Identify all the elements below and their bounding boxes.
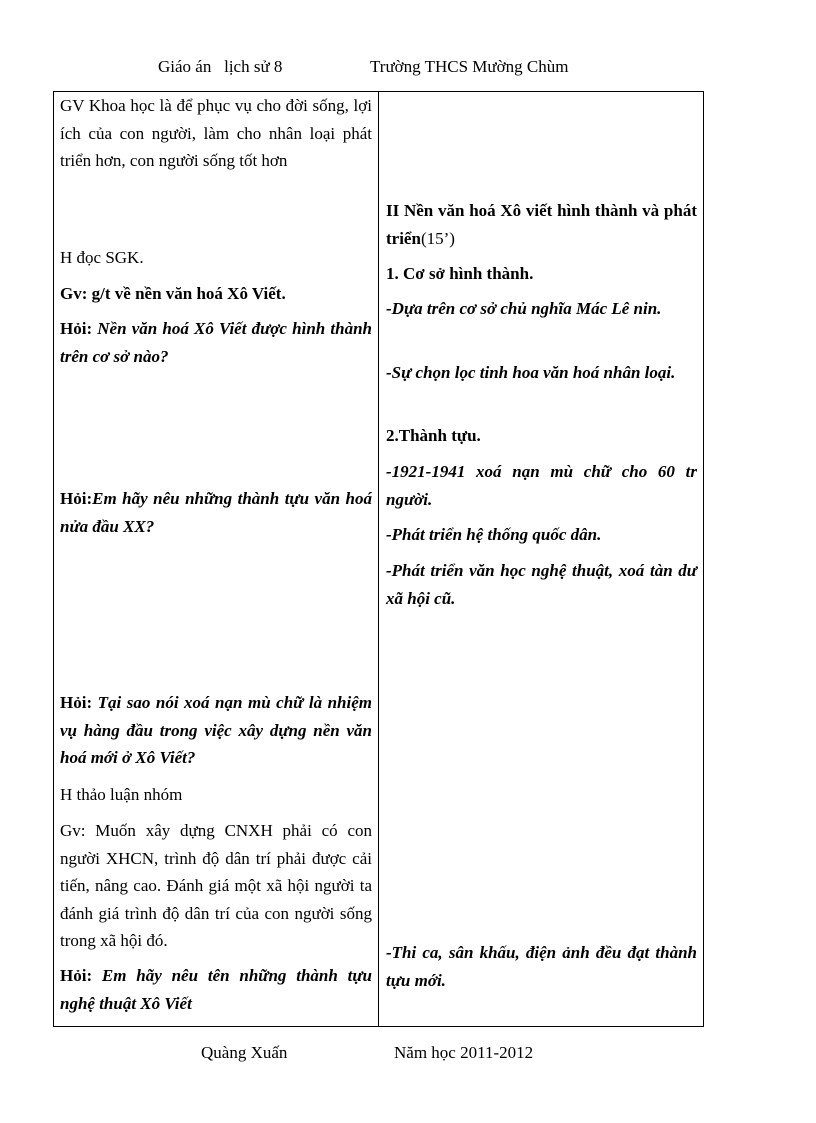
question-label: Hỏi: bbox=[60, 319, 93, 338]
section-heading bbox=[386, 197, 697, 252]
question-literacy bbox=[60, 689, 372, 772]
question-achievements bbox=[60, 485, 372, 540]
student-read-note: H đọc SGK. bbox=[60, 248, 144, 267]
basis-item: -Sự chọn lọc tinh hoa văn hoá nhân loại. bbox=[386, 363, 676, 382]
subheading-basis: 1. Cơ sở hình thành. bbox=[386, 264, 534, 283]
header-school: Trường THCS Mường Chùm bbox=[370, 57, 569, 76]
question-text: Tại sao nói xoá nạn mù chữ là nhiệm vụ hàng đầu trong việc xây dựng nền văn hoá mới ở Xô Viết? bbox=[60, 693, 372, 767]
question-text: Nền văn hoá Xô Viết được hình thành trên cơ sở nào? bbox=[60, 319, 372, 366]
achievement-item: -Phát triển văn học nghệ thuật, xoá tàn dư xã hội cũ. bbox=[386, 561, 697, 608]
gv-intro-note: Gv: g/t về nền văn hoá Xô Viết. bbox=[60, 284, 286, 303]
question-label: Hỏi: bbox=[60, 693, 93, 712]
footer-author: Quàng Xuấn bbox=[201, 1043, 288, 1062]
section-title: II Nền văn hoá Xô viết hình thành và phát triển bbox=[386, 201, 697, 248]
achievement-item: -Phát triển hệ thống quốc dân. bbox=[386, 525, 602, 544]
question-basis bbox=[60, 315, 372, 370]
group-discussion-note: H thảo luận nhóm bbox=[60, 785, 183, 804]
subheading-achievements: 2.Thành tựu. bbox=[386, 426, 481, 445]
question-text: Em hãy nêu tên những thành tựu nghệ thuật Xô Viết bbox=[60, 966, 372, 1013]
question-label: Hỏi: bbox=[60, 489, 93, 508]
gv-explain-note: Gv: Muốn xây dựng CNXH phải có con người XHCN, trình độ dân trí phải được cải tiến, nâng cao. Đánh giá một xã hội người ta đánh giá trình độ dân trí của con người sống trong xã hội đó. bbox=[60, 821, 372, 950]
question-label: Hỏi: bbox=[60, 966, 93, 985]
achievement-item: -Thi ca, sân khấu, điện ảnh đều đạt thành tựu mới. bbox=[386, 943, 697, 990]
basis-item: -Dựa trên cơ sở chủ nghĩa Mác Lê nin. bbox=[386, 299, 662, 318]
gv-science-note: GV Khoa học là để phục vụ cho đời sống, lợi ích của con người, làm cho nhân loại phát triển hơn, con người sống tốt hơn bbox=[60, 96, 372, 170]
header-subject: Giáo án lịch sử 8 bbox=[158, 57, 283, 76]
question-arts bbox=[60, 962, 372, 1017]
lesson-table bbox=[53, 91, 704, 1027]
footer-school-year: Năm học 2011-2012 bbox=[394, 1043, 534, 1062]
column-divider bbox=[378, 92, 379, 1026]
achievement-item: -1921-1941 xoá nạn mù chữ cho 60 tr người. bbox=[386, 462, 697, 509]
question-text: Em hãy nêu những thành tựu văn hoá nửa đầu XX? bbox=[60, 489, 372, 536]
section-time: (15’) bbox=[420, 228, 455, 248]
